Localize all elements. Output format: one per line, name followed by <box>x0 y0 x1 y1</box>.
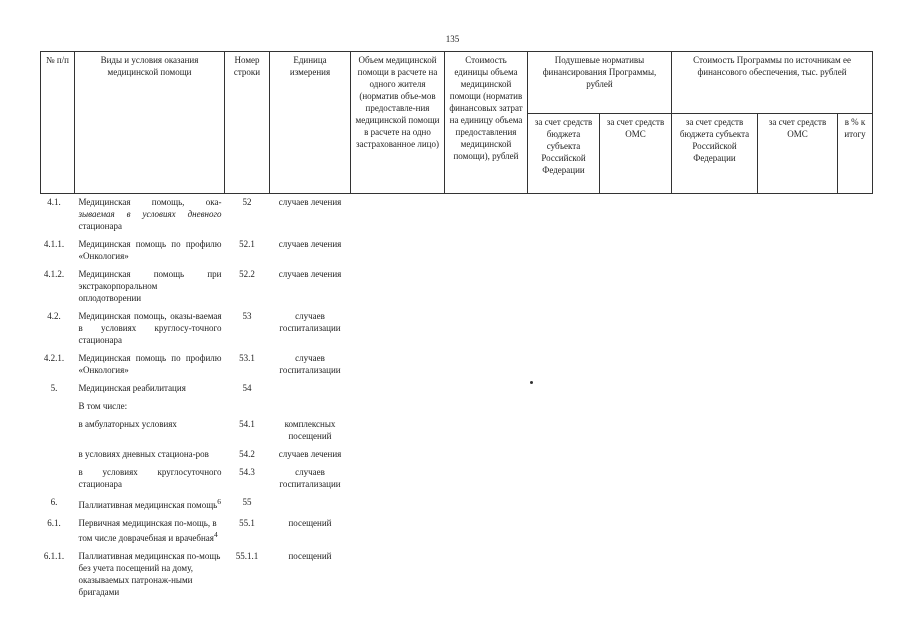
header-unit: Единица измерения <box>270 52 351 194</box>
row-number <box>41 416 75 446</box>
row-name-part: стационара <box>78 221 122 231</box>
row-code: 54.1 <box>239 419 255 429</box>
subheader-oms-program: за счет средств ОМС <box>758 114 838 194</box>
table-row <box>41 380 873 398</box>
row-number: 4.1.2. <box>43 269 65 279</box>
row-number: 5. <box>50 383 58 393</box>
header-volume: Объем медицинской помощи в расчете на одного жителя (норматив объе-мов предоставле-ния медицинской помощи в расчете на одно застрахованное лицо) <box>351 52 445 194</box>
row-unit <box>270 494 351 515</box>
row-code: 55.1.1 <box>235 551 259 561</box>
row-unit: случаев лечения <box>278 239 342 249</box>
header-num: № п/п <box>41 52 75 194</box>
row-unit: случаев лечения <box>278 269 342 279</box>
subheader-budget-program: за счет средств бюджета субъекта Российской Федерации <box>672 114 758 194</box>
row-name: Паллиативная медицинская по-мощь без учета посещений на дому, оказываемых патронаж-ными бригадами <box>78 551 221 597</box>
row-name <box>75 494 225 515</box>
table-row <box>41 350 873 380</box>
subheader-budget: за счет средств бюджета субъекта Российской Федерации <box>528 114 600 194</box>
table-row <box>41 464 873 494</box>
scan-speck <box>530 381 533 384</box>
header-row: Номер строки <box>225 52 270 194</box>
row-unit: посещений <box>288 551 332 561</box>
row-name-part: зываемая в условиях дневного <box>78 209 222 219</box>
table-row <box>41 398 873 416</box>
row-number: 4.2. <box>47 311 61 321</box>
header-group-program: Стоимость Программы по источникам ее финансового обеспечения, тыс. рублей <box>672 52 873 114</box>
header-cost: Стоимость единицы объема медицинской помощи (норматив финансовых затрат на единицу объема предоставления медицинской помощи), рублей <box>445 52 528 194</box>
row-number <box>41 398 75 416</box>
row-unit: случаев лечения <box>278 197 342 207</box>
row-unit: случаев лечения <box>278 449 342 459</box>
row-unit: случаев госпитализации <box>279 467 341 489</box>
row-number: 6.1. <box>47 518 61 528</box>
row-name: Медицинская помощь по профилю «Онкология» <box>78 353 222 375</box>
row-name: в амбулаторных условиях <box>78 419 177 429</box>
row-code: 53 <box>242 311 252 321</box>
row-number: 4.1. <box>47 197 61 207</box>
row-code: 54.3 <box>239 467 255 477</box>
row-code: 54 <box>242 383 252 393</box>
row-unit: посещений <box>288 518 332 528</box>
table-row <box>41 446 873 464</box>
table-row <box>41 194 873 237</box>
row-unit <box>270 380 351 398</box>
row-unit <box>270 398 351 416</box>
row-number: 6. <box>50 497 58 507</box>
row-name: Медицинская помощь по профилю «Онкология» <box>78 239 222 261</box>
row-unit: случаев госпитализации <box>279 353 341 375</box>
table-row <box>41 416 873 446</box>
row-name-part: Медицинская помощь, ока- <box>78 197 222 207</box>
table-row <box>41 266 873 308</box>
row-name-text: Паллиативная медицинская помощь <box>78 500 218 510</box>
page-number: 135 <box>445 34 460 44</box>
header-group-percapita: Подушевые нормативы финансирования Программы, рублей <box>528 52 672 114</box>
row-code: 52.2 <box>239 269 255 279</box>
header-type: Виды и условия оказания медицинской помощи <box>75 52 225 194</box>
footnote-mark: 4 <box>213 530 218 539</box>
row-code <box>225 398 270 416</box>
row-number: 4.1.1. <box>43 239 65 249</box>
table-row <box>41 308 873 350</box>
row-name: Медицинская помощь, оказы-ваемая в условиях круглосу-точного стационара <box>78 311 222 345</box>
table-row <box>41 494 873 515</box>
row-number: 6.1.1. <box>43 551 65 561</box>
table-row <box>41 515 873 548</box>
subheader-oms: за счет средств ОМС <box>600 114 672 194</box>
footnote-mark: 6 <box>217 497 221 506</box>
subheader-percent: в % к итогу <box>838 114 873 194</box>
row-name: В том числе: <box>78 401 128 411</box>
row-code: 52.1 <box>239 239 255 249</box>
table-row <box>41 548 873 602</box>
row-code: 53.1 <box>239 353 255 363</box>
row-name: в условиях круглосуточного стационара <box>78 467 222 489</box>
row-code: 55 <box>242 497 252 507</box>
row-name: в условиях дневных стациона-ров <box>78 449 209 459</box>
row-number: 4.2.1. <box>43 353 65 363</box>
row-unit: комплексных посещений <box>284 419 336 441</box>
row-code: 54.2 <box>239 449 255 459</box>
row-unit: случаев госпитализации <box>279 311 341 333</box>
row-number <box>41 464 75 494</box>
program-cost-table <box>40 51 873 602</box>
row-name <box>75 194 225 237</box>
row-name-text: Первичная медицинская по-мощь, в том числе доврачебная и врачебная <box>78 518 217 543</box>
table-header <box>41 52 873 194</box>
table-body <box>41 194 873 603</box>
row-name: Медицинская помощь при экстракорпоральном оплодотворении <box>78 269 222 303</box>
row-code: 52 <box>242 197 252 207</box>
table-row <box>41 236 873 266</box>
row-number <box>41 446 75 464</box>
row-name <box>75 515 225 548</box>
row-code: 55.1 <box>239 518 255 528</box>
row-name: Медицинская реабилитация <box>78 383 186 393</box>
